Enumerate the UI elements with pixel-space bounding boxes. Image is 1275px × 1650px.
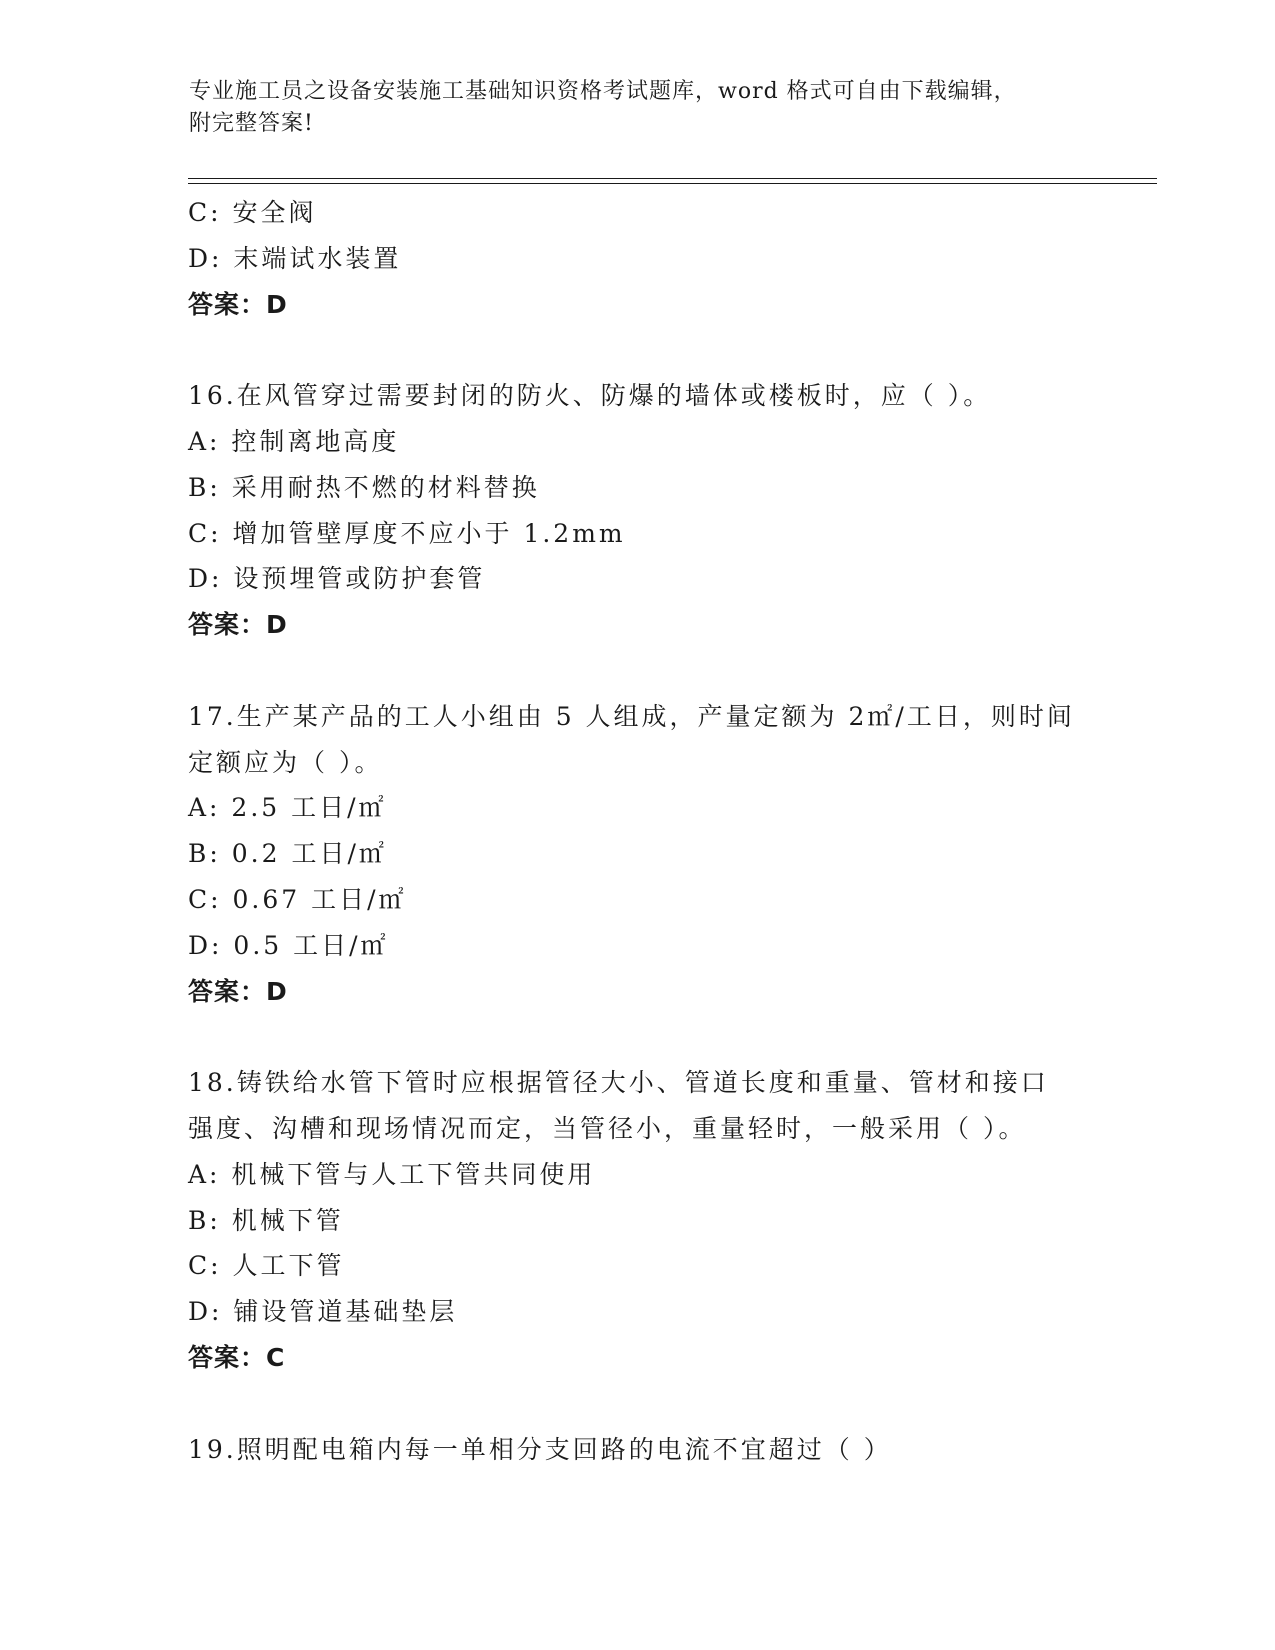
question-block: [188, 1060, 1148, 1381]
question-text: 17.生产某产品的工人小组由 5 人组成，产量定额为 2㎡/工日，则时间: [188, 701, 1075, 731]
question-block: [188, 1427, 1148, 1473]
option-line: A: 2.5 工日/㎡: [188, 793, 387, 823]
option-line: C: 人工下管: [188, 1251, 345, 1281]
question-block: [188, 694, 1148, 1015]
answer-line: 答案：D: [188, 976, 288, 1006]
block-spacer: [188, 1381, 1148, 1427]
block-spacer: [188, 1014, 1148, 1060]
question-text: 16.在风管穿过需要封闭的防火、防爆的墙体或楼板时，应（ ）。: [188, 381, 992, 411]
header-rule-top: [188, 178, 1157, 179]
answer-line: 答案：D: [188, 289, 288, 319]
option-line: C: 0.67 工日/㎡: [188, 884, 407, 914]
option-line: A: 机械下管与人工下管共同使用: [188, 1159, 596, 1189]
option-line: A: 控制离地高度: [188, 426, 400, 456]
question-block: [188, 373, 1148, 648]
question-text-continued: 定额应为（ ）。: [188, 747, 383, 777]
block-spacer: [188, 648, 1148, 694]
option-line: B: 采用耐热不燃的材料替换: [188, 472, 540, 502]
option-line: B: 机械下管: [188, 1205, 344, 1235]
question-text: 18.铸铁给水管下管时应根据管径大小、管道长度和重量、管材和接口: [188, 1068, 1049, 1098]
option-line: C: 增加管壁厚度不应小于 1.2mm: [188, 518, 626, 548]
answer-line: 答案：C: [188, 1342, 286, 1372]
question-list: [188, 190, 1148, 1472]
document-header: [189, 76, 1069, 140]
option-line: D: 末端试水装置: [188, 243, 402, 273]
question-block: [188, 190, 1148, 327]
block-spacer: [188, 327, 1148, 373]
option-line: B: 0.2 工日/㎡: [188, 839, 387, 869]
answer-line: 答案：D: [188, 610, 288, 640]
question-text: 19.照明配电箱内每一单相分支回路的电流不宜超过（ ）: [188, 1434, 892, 1464]
header-line-1: 专业施工员之设备安装施工基础知识资格考试题库，word 格式可自由下载编辑，: [189, 79, 1017, 104]
option-line: D: 0.5 工日/㎡: [188, 930, 389, 960]
header-rule-bottom: [188, 183, 1157, 184]
option-line: D: 铺设管道基础垫层: [188, 1297, 458, 1327]
option-line: C: 安全阀: [188, 198, 317, 227]
header-line-2: 附完整答案!: [189, 111, 314, 136]
question-text-continued: 强度、沟槽和现场情况而定，当管径小，重量轻时，一般采用（ ）。: [188, 1113, 1027, 1143]
option-line: D: 设预埋管或防护套管: [188, 564, 486, 594]
